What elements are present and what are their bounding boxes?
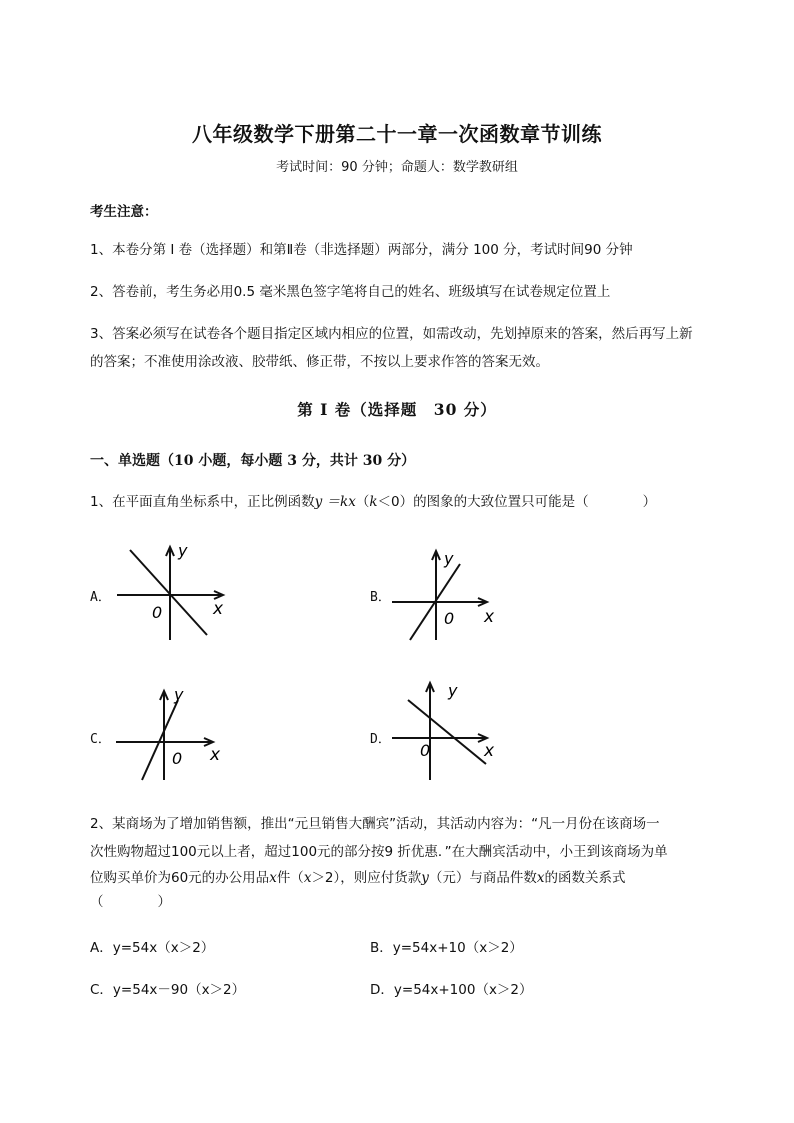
notes-heading: 考生注意： xyxy=(90,204,158,220)
q2-choice-b[interactable]: B．y=54x+10（x＞2） xyxy=(370,940,523,956)
q1-option-a-label[interactable]: A． xyxy=(90,590,111,605)
q2-l3g: 的函数关系式 xyxy=(544,870,626,886)
q1-option-d-graph[interactable] xyxy=(388,680,518,785)
q1-function: y ＝kx xyxy=(314,494,356,510)
x-label: x xyxy=(210,745,221,765)
q2-choice-a[interactable]: A．y=54x（x＞2） xyxy=(90,940,215,956)
q1-cond-k: k xyxy=(369,494,378,510)
q1-prefix: 1、在平面直角坐标系中，正比例函数 xyxy=(90,494,315,510)
note-item-3-line1: 3、答案必须写在试卷各个题目指定区域内相应的位置，如需改动，先划掉原来的答案，然后再写上新 xyxy=(90,326,693,342)
question-1-stem xyxy=(90,488,740,516)
q1-option-d-label[interactable]: D． xyxy=(370,732,391,747)
q1-option-a-graph[interactable] xyxy=(112,540,242,650)
origin-label: 0 xyxy=(420,741,431,760)
function-line xyxy=(130,550,207,635)
q1-option-b-graph[interactable] xyxy=(388,548,518,648)
y-label: y xyxy=(174,685,184,704)
exam-info: 考试时间：90 分钟；命题人：数学教研组 xyxy=(276,160,518,175)
section-title: 第 I 卷（选择题 30 分） xyxy=(297,400,497,419)
q2-choice-d[interactable]: D．y=54x+100（x＞2） xyxy=(370,982,533,998)
q2-l3b: 件（ xyxy=(276,870,304,886)
q2-l3c: x xyxy=(303,870,312,886)
x-label: x xyxy=(484,607,495,627)
function-line xyxy=(142,700,178,780)
q2-line4: （ ） xyxy=(90,894,171,910)
q2-l3a: 位购买单价为60元的办公用品 xyxy=(90,870,270,886)
q2-l3x: x xyxy=(269,870,277,886)
q2-line3 xyxy=(90,866,740,890)
subsection-title: 一、单选题（10 小题，每小题 3 分，共计 30 分） xyxy=(90,453,416,469)
y-label: y xyxy=(444,549,454,568)
q2-l3y: y xyxy=(421,870,429,886)
page-title: 八年级数学下册第二十一章一次函数章节训练 xyxy=(192,122,602,146)
q1-option-c-graph[interactable] xyxy=(112,684,242,784)
q1-cond-open: （ xyxy=(355,494,370,510)
q2-l3e: （元）与商品件数 xyxy=(428,870,537,886)
x-label: x xyxy=(484,741,495,761)
origin-label: 0 xyxy=(172,749,183,768)
q2-l3d: ＞2），则应付货款 xyxy=(311,870,422,886)
q1-option-c-label[interactable]: C． xyxy=(90,732,111,747)
q2-line1: 2、某商场为了增加销售额，推出“元旦销售大酬宾”活动，其活动内容为：“凡一月份在该商场一 xyxy=(90,816,660,832)
y-label: y xyxy=(448,681,458,700)
x-label: x xyxy=(213,599,224,619)
note-item-3 xyxy=(90,320,740,376)
q2-choice-c[interactable]: C．y=54x－90（x＞2） xyxy=(90,982,246,998)
q2-line2: 次性购物超过100元以上者，超过100元的部分按9 折优惠．”在大酬宾活动中，小王到该商场为单 xyxy=(90,844,668,860)
origin-label: 0 xyxy=(152,603,163,622)
q1-cond-rest: ＜0）的图象的大致位置只可能是（ ） xyxy=(377,494,657,510)
q2-l3f: x xyxy=(536,870,545,886)
note-item-3-line2: 的答案；不准使用涂改液、胶带纸、修正带，不按以上要求作答的答案无效。 xyxy=(90,354,549,370)
note-item-1: 1、本卷分第 I 卷（选择题）和第Ⅱ卷（非选择题）两部分，满分 100 分，考试时间90 分钟 xyxy=(90,242,633,258)
note-item-2: 2、答卷前，考生务必用0.5 毫米黑色签字笔将自己的姓名、班级填写在试卷规定位置上 xyxy=(90,284,611,300)
origin-label: 0 xyxy=(444,609,455,628)
q1-option-b-label[interactable]: B． xyxy=(370,590,391,605)
question-2-stem xyxy=(90,810,740,914)
y-label: y xyxy=(178,541,188,560)
